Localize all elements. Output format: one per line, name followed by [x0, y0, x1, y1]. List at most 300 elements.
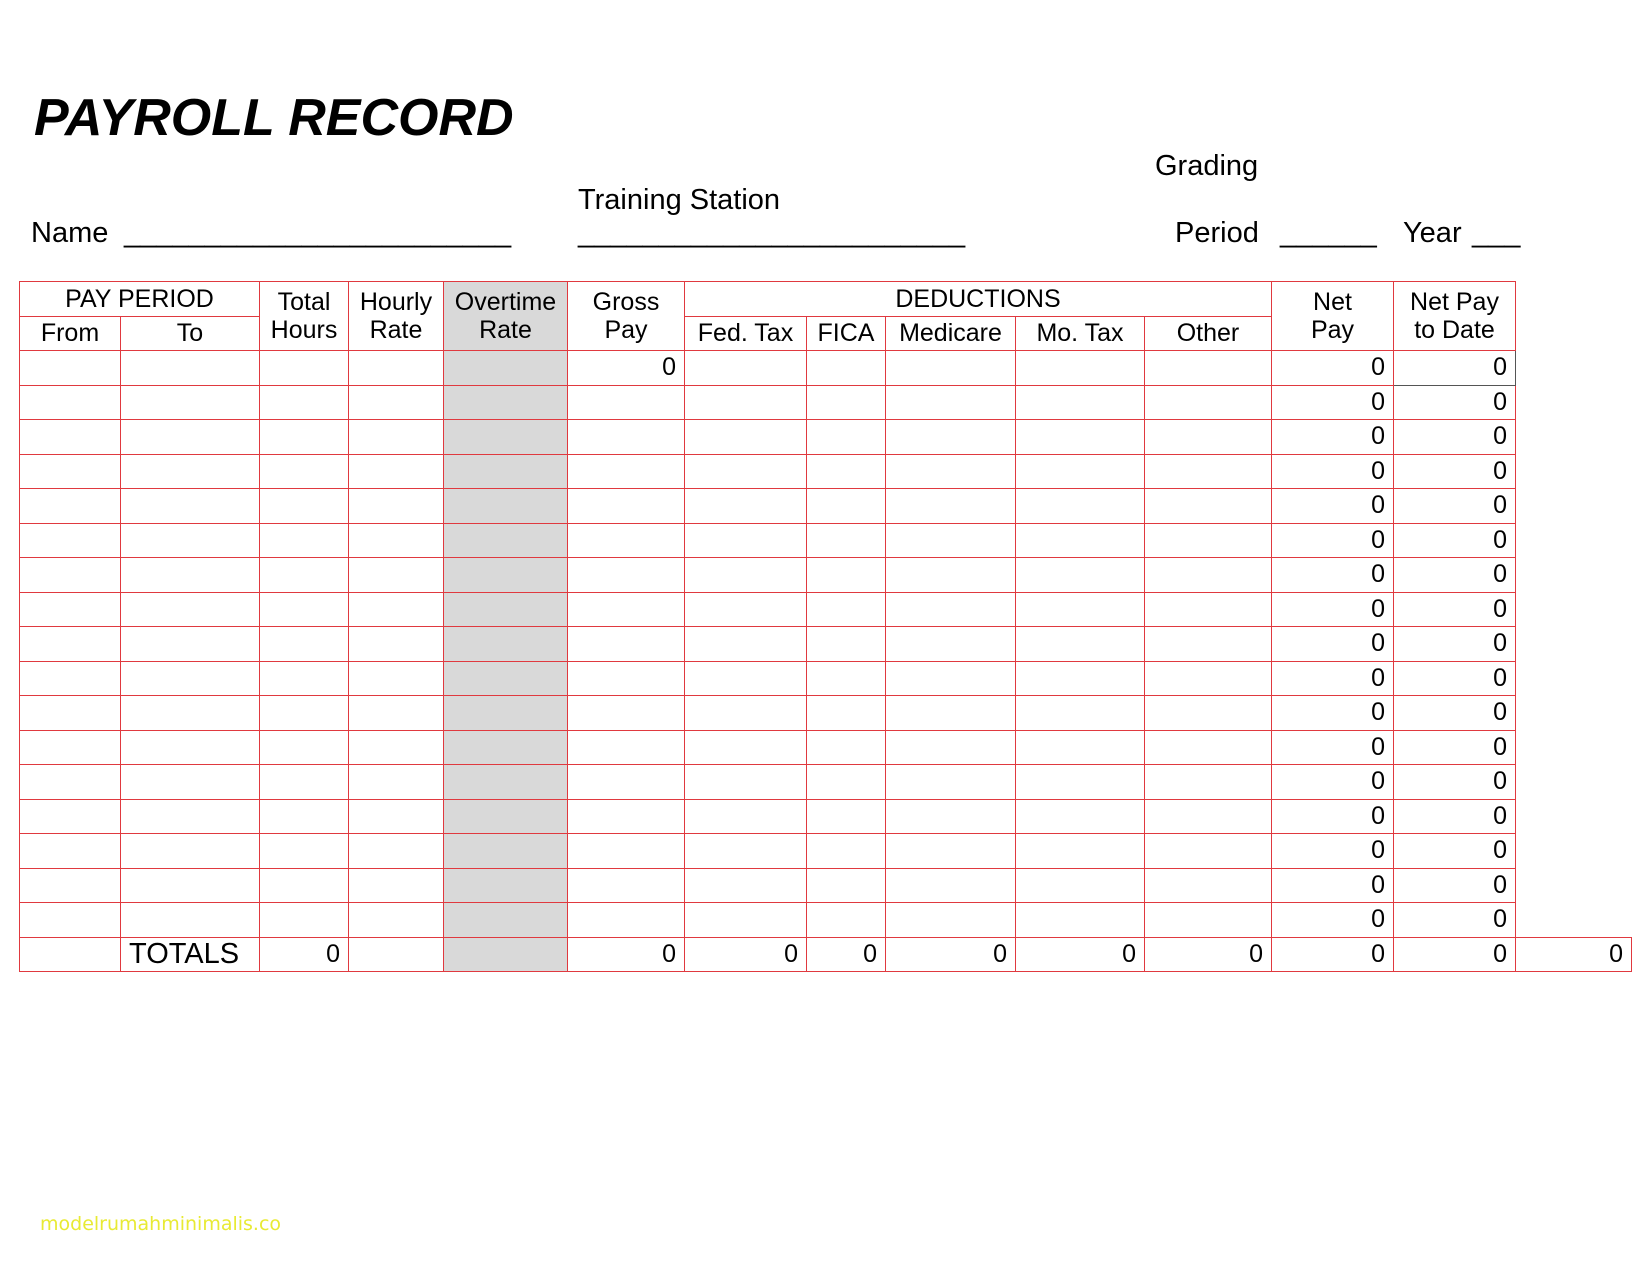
fed-tax-cell[interactable]	[685, 351, 807, 386]
year-field[interactable]: ___	[1472, 217, 1521, 249]
gross-pay-cell	[568, 592, 685, 627]
net-pay-to-date-cell: 0	[1394, 592, 1516, 627]
fed-tax-cell[interactable]	[685, 696, 807, 731]
to-cell[interactable]	[121, 454, 260, 489]
mo-tax-cell[interactable]	[1016, 730, 1145, 765]
medicare-cell[interactable]	[886, 730, 1016, 765]
medicare-cell[interactable]	[886, 385, 1016, 420]
fica-header: FICA	[807, 316, 886, 351]
net-pay-to-date-cell: 0	[1394, 661, 1516, 696]
mo-tax-cell[interactable]	[1016, 523, 1145, 558]
name-field[interactable]: ________________________	[124, 217, 512, 249]
medicare-cell[interactable]	[886, 351, 1016, 386]
hourly-rate-cell[interactable]	[349, 592, 444, 627]
overtime-rate-cell[interactable]	[444, 765, 568, 800]
hourly-rate-cell[interactable]	[349, 454, 444, 489]
payroll-table	[19, 281, 1632, 972]
net-pay-header-line2: Pay	[1310, 316, 1355, 344]
mo-tax-cell[interactable]	[1016, 799, 1145, 834]
training-station-label: Training Station	[578, 184, 781, 216]
fed-tax-cell[interactable]	[685, 799, 807, 834]
gross-pay-cell	[568, 868, 685, 903]
hourly-rate-cell[interactable]	[349, 799, 444, 834]
from-cell[interactable]	[20, 696, 121, 731]
hourly-rate-cell[interactable]	[349, 523, 444, 558]
total-hours-cell[interactable]	[260, 385, 349, 420]
hourly-rate-cell[interactable]	[349, 558, 444, 593]
net-pay-to-date-cell: 0	[1394, 765, 1516, 800]
totals-total-hours: 0	[260, 937, 349, 972]
fed-tax-cell[interactable]	[685, 903, 807, 938]
header-spacer	[1516, 282, 1632, 351]
total-hours-header-line1: Total	[277, 288, 331, 316]
mo-tax-cell[interactable]	[1016, 868, 1145, 903]
net-pay-to-date-cell: 0	[1394, 903, 1516, 938]
gross-pay-cell	[568, 385, 685, 420]
medicare-cell[interactable]	[886, 523, 1016, 558]
to-cell[interactable]	[121, 696, 260, 731]
from-cell[interactable]	[20, 799, 121, 834]
fica-cell[interactable]	[807, 523, 886, 558]
net-pay-cell: 0	[1272, 730, 1394, 765]
total-hours-header-line2: Hours	[270, 316, 338, 344]
net-pay-to-date-cell: 0	[1394, 868, 1516, 903]
net-pay-cell: 0	[1272, 903, 1394, 938]
spacer-cell	[1516, 799, 1632, 834]
from-cell[interactable]	[20, 489, 121, 524]
gross-pay-cell	[568, 661, 685, 696]
to-cell[interactable]	[121, 730, 260, 765]
spacer-cell	[1516, 696, 1632, 731]
total-hours-cell[interactable]	[260, 868, 349, 903]
fica-cell[interactable]	[807, 627, 886, 662]
spacer-cell	[1516, 661, 1632, 696]
net-pay-header	[1272, 282, 1394, 351]
mo-tax-cell[interactable]	[1016, 420, 1145, 455]
net-pay-to-date-cell: 0	[1394, 696, 1516, 731]
to-cell[interactable]	[121, 489, 260, 524]
total-hours-cell[interactable]	[260, 523, 349, 558]
net-pay-to-date-cell: 0	[1394, 489, 1516, 524]
from-cell[interactable]	[20, 730, 121, 765]
from-cell[interactable]	[20, 558, 121, 593]
table-row	[20, 420, 1632, 455]
medicare-header: Medicare	[886, 316, 1016, 351]
gross-pay-cell: 0	[568, 351, 685, 386]
totals-net-pay-to-date: 0	[1394, 937, 1516, 972]
to-cell[interactable]	[121, 558, 260, 593]
medicare-cell[interactable]	[886, 592, 1016, 627]
total-hours-cell[interactable]	[260, 903, 349, 938]
net-pay-cell: 0	[1272, 385, 1394, 420]
other-header: Other	[1145, 316, 1272, 351]
spacer-cell	[1516, 351, 1632, 386]
to-cell[interactable]	[121, 523, 260, 558]
totals-fica: 0	[807, 937, 886, 972]
mo-tax-cell[interactable]	[1016, 765, 1145, 800]
table-row	[20, 351, 1632, 386]
net-pay-to-date-header-line1: Net Pay	[1410, 288, 1499, 316]
other-cell[interactable]	[1145, 558, 1272, 593]
fed-tax-cell[interactable]	[685, 454, 807, 489]
net-pay-to-date-cell: 0	[1394, 420, 1516, 455]
to-cell[interactable]	[121, 420, 260, 455]
to-cell[interactable]	[121, 868, 260, 903]
overtime-rate-cell[interactable]	[444, 351, 568, 386]
from-cell[interactable]	[20, 420, 121, 455]
totals-fed-tax: 0	[685, 937, 807, 972]
other-cell[interactable]	[1145, 592, 1272, 627]
year-label: Year	[1403, 217, 1462, 249]
fica-cell[interactable]	[807, 799, 886, 834]
net-pay-to-date-cell: 0	[1394, 385, 1516, 420]
to-cell[interactable]	[121, 592, 260, 627]
spacer-cell	[1516, 868, 1632, 903]
spacer-cell	[1516, 523, 1632, 558]
fica-cell[interactable]	[807, 558, 886, 593]
net-pay-cell: 0	[1272, 834, 1394, 869]
grading-label: Grading	[1155, 150, 1259, 182]
net-pay-cell: 0	[1272, 420, 1394, 455]
table-row	[20, 661, 1632, 696]
other-cell[interactable]	[1145, 351, 1272, 386]
overtime-rate-cell[interactable]	[444, 489, 568, 524]
gross-pay-cell	[568, 558, 685, 593]
overtime-rate-cell[interactable]	[444, 454, 568, 489]
mo-tax-cell[interactable]	[1016, 592, 1145, 627]
totals-from-cell[interactable]	[20, 937, 121, 972]
mo-tax-cell[interactable]	[1016, 696, 1145, 731]
fica-cell[interactable]	[807, 592, 886, 627]
other-cell[interactable]	[1145, 696, 1272, 731]
fica-cell[interactable]	[807, 351, 886, 386]
fica-cell[interactable]	[807, 765, 886, 800]
fed-tax-cell[interactable]	[685, 489, 807, 524]
name-label: Name	[31, 217, 109, 249]
net-pay-to-date-cell: 0	[1394, 834, 1516, 869]
spacer-cell	[1516, 592, 1632, 627]
watermark: modelrumahminimalis.co	[40, 1213, 282, 1235]
net-pay-cell: 0	[1272, 351, 1394, 386]
net-pay-to-date-cell: 0	[1394, 523, 1516, 558]
mo-tax-cell[interactable]	[1016, 903, 1145, 938]
hourly-rate-cell[interactable]	[349, 385, 444, 420]
net-pay-cell: 0	[1272, 627, 1394, 662]
page-title: PAYROLL RECORD	[34, 89, 514, 147]
hourly-rate-cell[interactable]	[349, 489, 444, 524]
table-row	[20, 765, 1632, 800]
other-cell[interactable]	[1145, 799, 1272, 834]
other-cell[interactable]	[1145, 385, 1272, 420]
table-row	[20, 385, 1632, 420]
net-pay-cell: 0	[1272, 799, 1394, 834]
gross-pay-cell	[568, 420, 685, 455]
hourly-rate-header-line2: Rate	[369, 316, 423, 344]
to-cell[interactable]	[121, 661, 260, 696]
other-cell[interactable]	[1145, 420, 1272, 455]
fica-cell[interactable]	[807, 454, 886, 489]
spacer-cell	[1516, 420, 1632, 455]
period-field[interactable]: ______	[1280, 217, 1377, 249]
net-pay-cell: 0	[1272, 696, 1394, 731]
gross-pay-cell	[568, 834, 685, 869]
overtime-rate-header	[444, 282, 568, 351]
to-header: To	[121, 316, 260, 351]
hourly-rate-cell[interactable]	[349, 868, 444, 903]
overtime-rate-cell[interactable]	[444, 385, 568, 420]
gross-pay-header-line2: Pay	[604, 316, 648, 344]
hourly-rate-cell[interactable]	[349, 765, 444, 800]
total-hours-header	[260, 282, 349, 351]
other-cell[interactable]	[1145, 868, 1272, 903]
totals-row	[20, 937, 1632, 972]
from-cell[interactable]	[20, 903, 121, 938]
from-cell[interactable]	[20, 834, 121, 869]
net-pay-to-date-cell: 0	[1394, 454, 1516, 489]
overtime-rate-cell[interactable]	[444, 558, 568, 593]
overtime-rate-cell[interactable]	[444, 834, 568, 869]
other-cell[interactable]	[1145, 661, 1272, 696]
overtime-rate-cell[interactable]	[444, 592, 568, 627]
net-pay-to-date-cell: 0	[1394, 558, 1516, 593]
hourly-rate-cell[interactable]	[349, 627, 444, 662]
gross-pay-cell	[568, 523, 685, 558]
gross-pay-header	[568, 282, 685, 351]
spacer-cell	[1516, 385, 1632, 420]
fed-tax-cell[interactable]	[685, 558, 807, 593]
to-cell[interactable]	[121, 834, 260, 869]
gross-pay-cell	[568, 489, 685, 524]
total-hours-cell[interactable]	[260, 765, 349, 800]
fed-tax-cell[interactable]	[685, 627, 807, 662]
fica-cell[interactable]	[807, 385, 886, 420]
table-row	[20, 523, 1632, 558]
totals-mo-tax: 0	[1016, 937, 1145, 972]
table-row	[20, 799, 1632, 834]
medicare-cell[interactable]	[886, 420, 1016, 455]
fica-cell[interactable]	[807, 868, 886, 903]
hourly-rate-cell[interactable]	[349, 661, 444, 696]
fed-tax-cell[interactable]	[685, 420, 807, 455]
mo-tax-header: Mo. Tax	[1016, 316, 1145, 351]
table-row	[20, 834, 1632, 869]
from-cell[interactable]	[20, 868, 121, 903]
gross-pay-header-line1: Gross	[592, 288, 660, 316]
total-hours-cell[interactable]	[260, 558, 349, 593]
table-row	[20, 627, 1632, 662]
from-cell[interactable]	[20, 765, 121, 800]
mo-tax-cell[interactable]	[1016, 489, 1145, 524]
total-hours-cell[interactable]	[260, 489, 349, 524]
overtime-rate-cell[interactable]	[444, 730, 568, 765]
total-hours-cell[interactable]	[260, 351, 349, 386]
net-pay-to-date-cell: 0	[1394, 351, 1516, 386]
medicare-cell[interactable]	[886, 765, 1016, 800]
medicare-cell[interactable]	[886, 661, 1016, 696]
medicare-cell[interactable]	[886, 454, 1016, 489]
deductions-header: DEDUCTIONS	[685, 282, 1272, 317]
from-cell[interactable]	[20, 385, 121, 420]
hourly-rate-header	[349, 282, 444, 351]
medicare-cell[interactable]	[886, 489, 1016, 524]
total-hours-cell[interactable]	[260, 627, 349, 662]
mo-tax-cell[interactable]	[1016, 385, 1145, 420]
fed-tax-cell[interactable]	[685, 765, 807, 800]
fed-tax-cell[interactable]	[685, 523, 807, 558]
total-hours-cell[interactable]	[260, 730, 349, 765]
totals-label: TOTALS	[121, 937, 260, 972]
gross-pay-cell	[568, 903, 685, 938]
overtime-rate-cell[interactable]	[444, 661, 568, 696]
table-row	[20, 696, 1632, 731]
overtime-rate-cell[interactable]	[444, 420, 568, 455]
table-row	[20, 558, 1632, 593]
fica-cell[interactable]	[807, 834, 886, 869]
training-station-field[interactable]: ________________________	[578, 217, 966, 249]
total-hours-cell[interactable]	[260, 592, 349, 627]
totals-gross-pay: 0	[568, 937, 685, 972]
from-cell[interactable]	[20, 627, 121, 662]
mo-tax-cell[interactable]	[1016, 627, 1145, 662]
fed-tax-cell[interactable]	[685, 592, 807, 627]
medicare-cell[interactable]	[886, 558, 1016, 593]
net-pay-cell: 0	[1272, 592, 1394, 627]
table-row	[20, 592, 1632, 627]
overtime-rate-header-line2: Rate	[479, 316, 532, 344]
to-cell[interactable]	[121, 903, 260, 938]
fica-cell[interactable]	[807, 420, 886, 455]
overtime-rate-cell[interactable]	[444, 627, 568, 662]
overtime-rate-cell[interactable]	[444, 868, 568, 903]
hourly-rate-cell[interactable]	[349, 730, 444, 765]
gross-pay-cell	[568, 454, 685, 489]
medicare-cell[interactable]	[886, 834, 1016, 869]
hourly-rate-cell[interactable]	[349, 696, 444, 731]
to-cell[interactable]	[121, 385, 260, 420]
to-cell[interactable]	[121, 351, 260, 386]
net-pay-to-date-header-line2: to Date	[1414, 316, 1495, 344]
fed-tax-cell[interactable]	[685, 730, 807, 765]
other-cell[interactable]	[1145, 489, 1272, 524]
total-hours-cell[interactable]	[260, 799, 349, 834]
fica-cell[interactable]	[807, 730, 886, 765]
spacer-cell	[1516, 489, 1632, 524]
to-cell[interactable]	[121, 765, 260, 800]
table-row	[20, 730, 1632, 765]
spacer-cell	[1516, 730, 1632, 765]
from-header: From	[20, 316, 121, 351]
fed-tax-cell[interactable]	[685, 834, 807, 869]
other-cell[interactable]	[1145, 903, 1272, 938]
table-row	[20, 903, 1632, 938]
medicare-cell[interactable]	[886, 696, 1016, 731]
spacer-cell	[1516, 454, 1632, 489]
totals-overtime-rate	[444, 937, 568, 972]
from-cell[interactable]	[20, 351, 121, 386]
other-cell[interactable]	[1145, 523, 1272, 558]
hourly-rate-cell[interactable]	[349, 420, 444, 455]
gross-pay-cell	[568, 799, 685, 834]
net-pay-to-date-cell: 0	[1394, 799, 1516, 834]
totals-medicare: 0	[886, 937, 1016, 972]
fed-tax-cell[interactable]	[685, 385, 807, 420]
medicare-cell[interactable]	[886, 799, 1016, 834]
medicare-cell[interactable]	[886, 868, 1016, 903]
net-pay-cell: 0	[1272, 523, 1394, 558]
spacer-cell	[1516, 834, 1632, 869]
net-pay-cell: 0	[1272, 558, 1394, 593]
spacer-cell	[1516, 903, 1632, 938]
fed-tax-cell[interactable]	[685, 868, 807, 903]
to-cell[interactable]	[121, 799, 260, 834]
net-pay-cell: 0	[1272, 454, 1394, 489]
hourly-rate-cell[interactable]	[349, 834, 444, 869]
table-row	[20, 454, 1632, 489]
hourly-rate-cell[interactable]	[349, 903, 444, 938]
mo-tax-cell[interactable]	[1016, 661, 1145, 696]
other-cell[interactable]	[1145, 454, 1272, 489]
totals-other: 0	[1145, 937, 1272, 972]
total-hours-cell[interactable]	[260, 834, 349, 869]
medicare-cell[interactable]	[886, 903, 1016, 938]
overtime-rate-cell[interactable]	[444, 696, 568, 731]
overtime-rate-cell[interactable]	[444, 903, 568, 938]
net-pay-to-date-header	[1394, 282, 1516, 351]
table-row	[20, 489, 1632, 524]
totals-net-pay: 0	[1272, 937, 1394, 972]
mo-tax-cell[interactable]	[1016, 351, 1145, 386]
fica-cell[interactable]	[807, 661, 886, 696]
total-hours-cell[interactable]	[260, 661, 349, 696]
fica-cell[interactable]	[807, 696, 886, 731]
spacer-cell	[1516, 627, 1632, 662]
gross-pay-cell	[568, 627, 685, 662]
total-hours-cell[interactable]	[260, 696, 349, 731]
net-pay-cell: 0	[1272, 489, 1394, 524]
mo-tax-cell[interactable]	[1016, 834, 1145, 869]
from-cell[interactable]	[20, 454, 121, 489]
from-cell[interactable]	[20, 592, 121, 627]
fed-tax-cell[interactable]	[685, 661, 807, 696]
mo-tax-cell[interactable]	[1016, 558, 1145, 593]
overtime-rate-cell[interactable]	[444, 799, 568, 834]
mo-tax-cell[interactable]	[1016, 454, 1145, 489]
net-pay-to-date-cell: 0	[1394, 730, 1516, 765]
hourly-rate-cell[interactable]	[349, 351, 444, 386]
to-cell[interactable]	[121, 627, 260, 662]
other-cell[interactable]	[1145, 834, 1272, 869]
pay-period-header: PAY PERIOD	[20, 282, 260, 317]
from-cell[interactable]	[20, 523, 121, 558]
gross-pay-cell	[568, 765, 685, 800]
other-cell[interactable]	[1145, 730, 1272, 765]
medicare-cell[interactable]	[886, 627, 1016, 662]
gross-pay-cell	[568, 730, 685, 765]
hourly-rate-header-line1: Hourly	[359, 288, 433, 316]
fed-tax-header: Fed. Tax	[685, 316, 807, 351]
other-cell[interactable]	[1145, 627, 1272, 662]
total-hours-cell[interactable]	[260, 420, 349, 455]
fica-cell[interactable]	[807, 903, 886, 938]
total-hours-cell[interactable]	[260, 454, 349, 489]
from-cell[interactable]	[20, 661, 121, 696]
overtime-rate-cell[interactable]	[444, 523, 568, 558]
fica-cell[interactable]	[807, 489, 886, 524]
spacer-cell	[1516, 765, 1632, 800]
net-pay-cell: 0	[1272, 868, 1394, 903]
other-cell[interactable]	[1145, 765, 1272, 800]
net-pay-to-date-cell: 0	[1394, 627, 1516, 662]
